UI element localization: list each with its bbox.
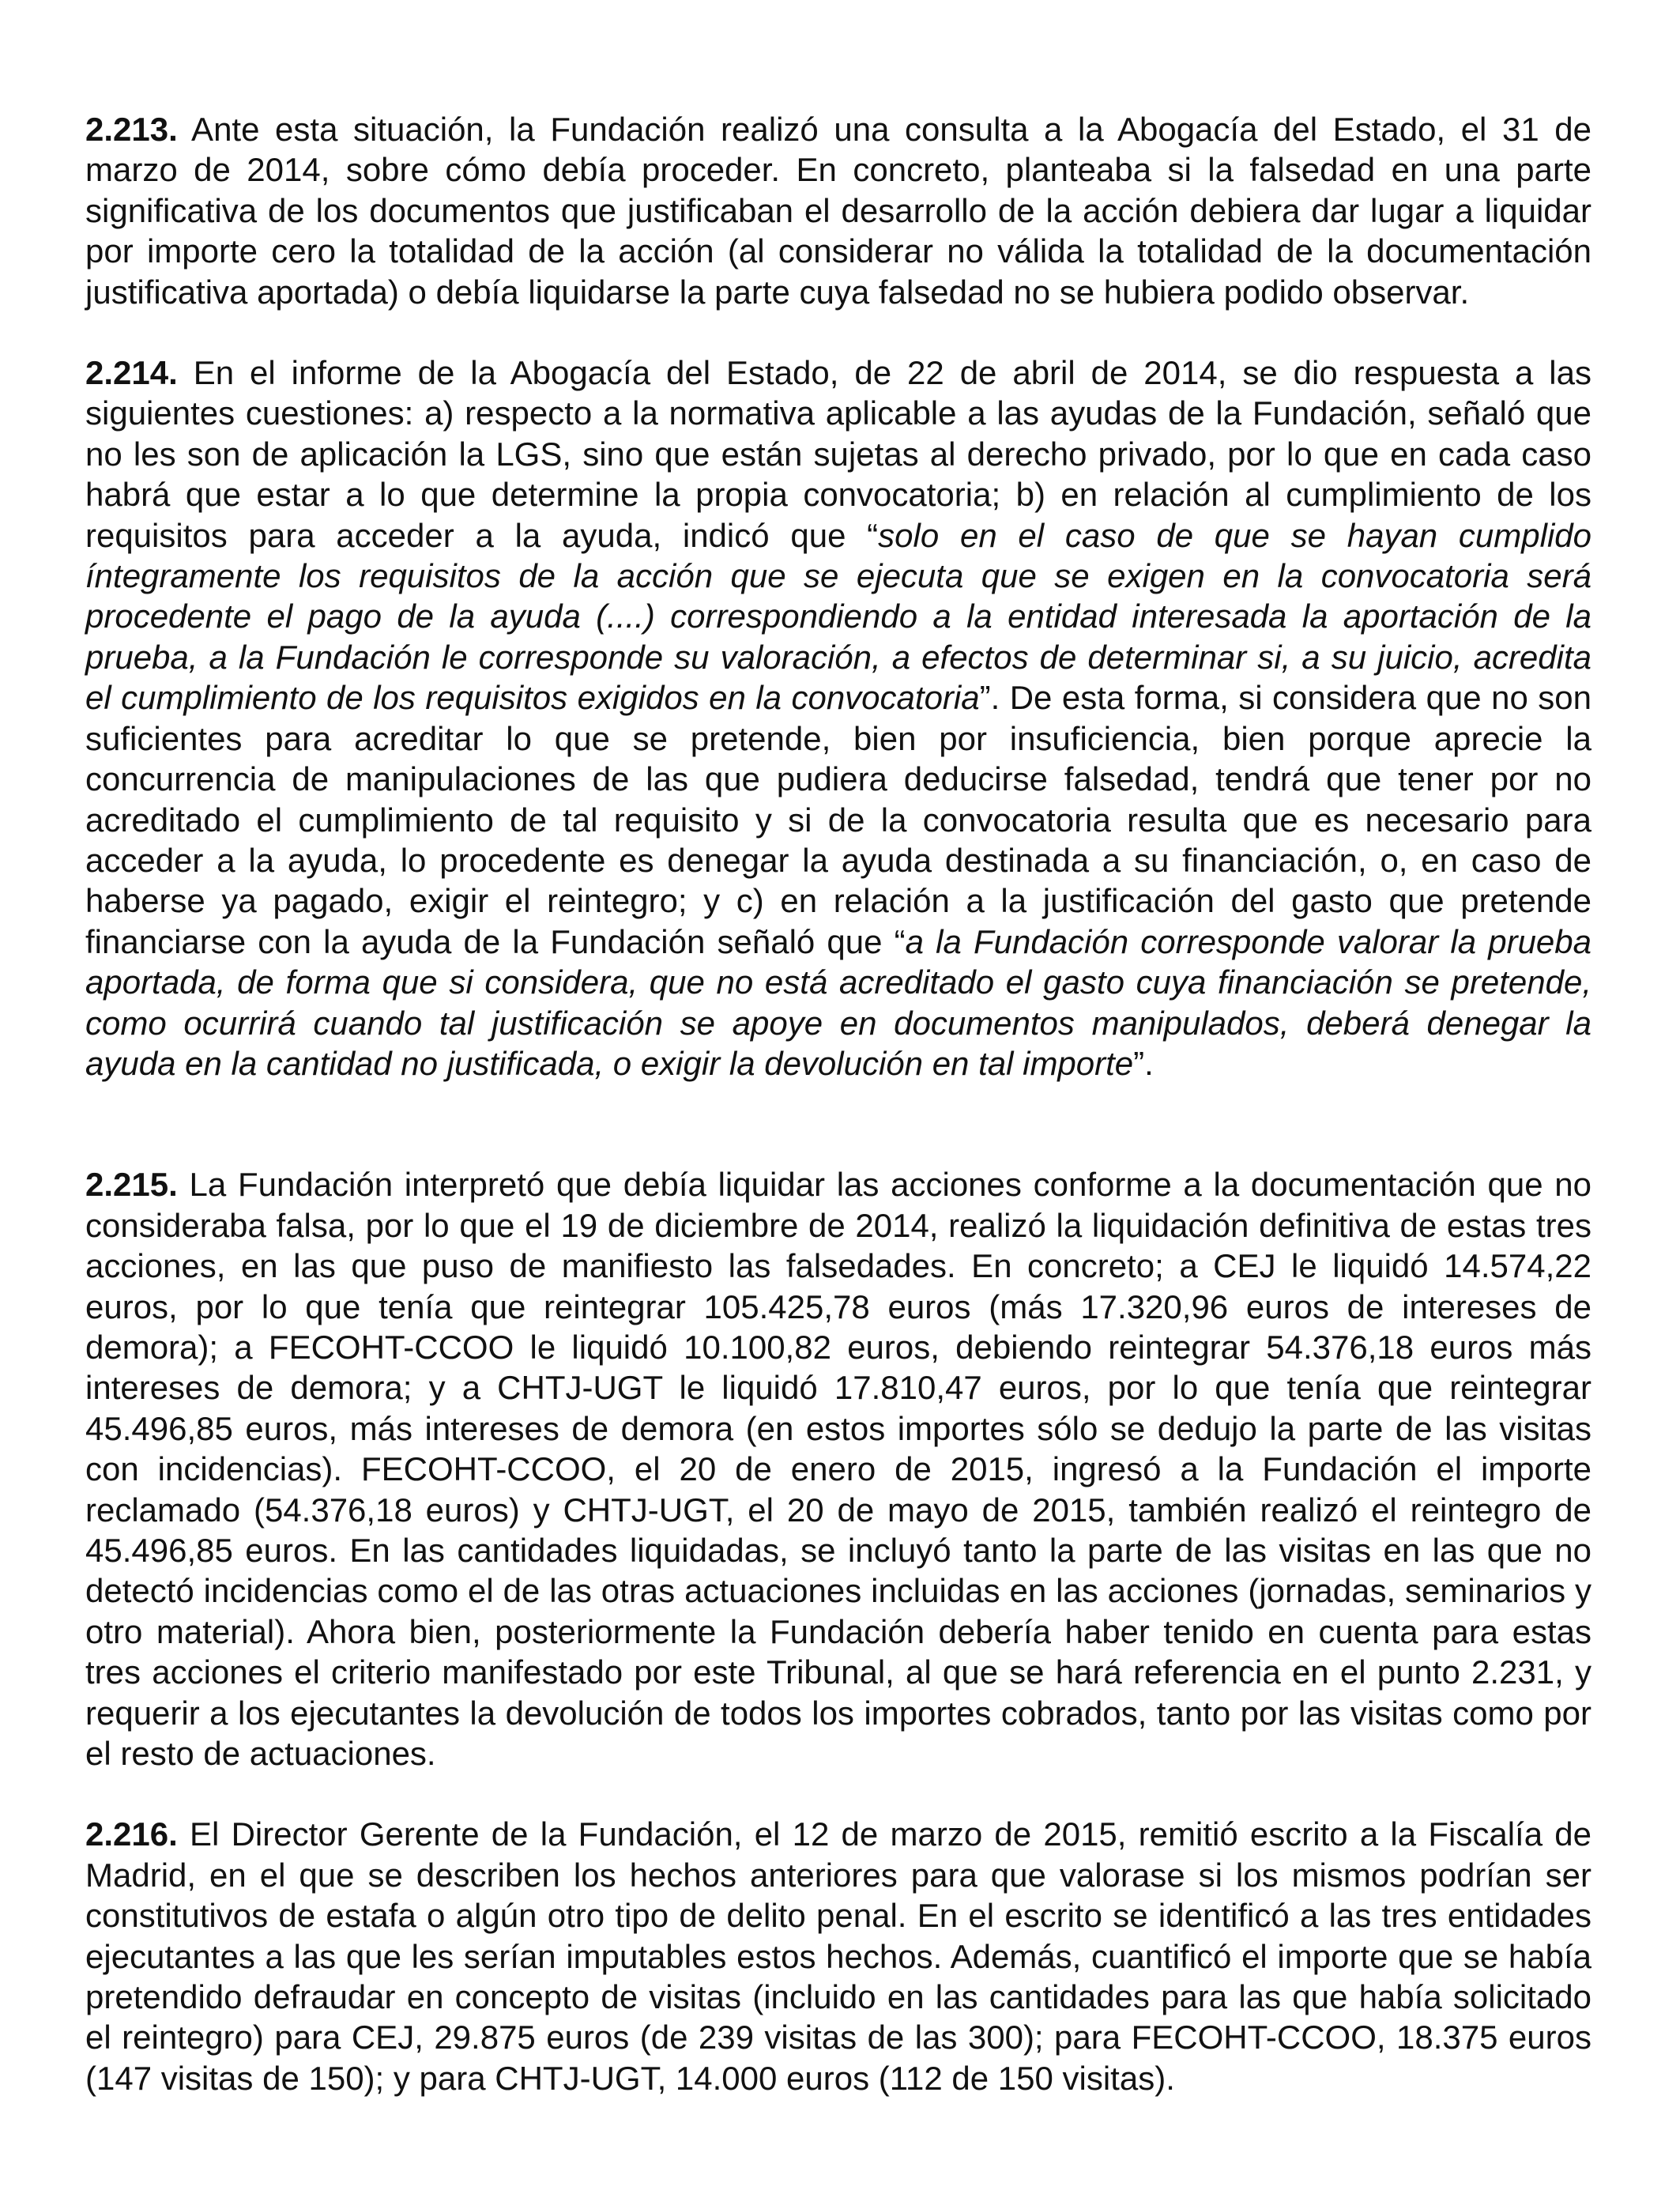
paragraph-2-216: [85, 1814, 1591, 2098]
paragraph-2-215: [85, 1164, 1591, 1774]
paragraph-text: La Fundación interpretó que debía liquidar las acciones conforme a la documentación que no consideraba falsa, por lo que el 19 de diciembre de 2014, realizó la liquidación definitiva de estas tres acciones, en las que puso de manifiesto las falsedades. En concreto; a CEJ le liquidó 14.574,22 euros, por lo que tenía que reintegrar 105.425,78 euros (más 17.320,96 euros de intereses de demora); a FECOHT-CCOO le liquidó 10.100,82 euros, debiendo reintegrar 54.376,18 euros más intereses de demora; y a CHTJ-UGT le liquidó 17.810,47 euros, por lo que tenía que reintegrar 45.496,85 euros, más intereses de demora (en estos importes sólo se dedujo la parte de las visitas con incidencias). FECOHT-CCOO, el 20 de enero de 2015, ingresó a la Fundación el importe reclamado (54.376,18 euros) y CHTJ-UGT, el 20 de mayo de 2015, también realizó el reintegro de 45.496,85 euros. En las cantidades liquidadas, se incluyó tanto la parte de las visitas en las que no detectó incidencias como el de las otras actuaciones incluidas en las acciones (jornadas, seminarios y otro material). Ahora bien, posteriormente la Fundación debería haber tenido en cuenta para estas tres acciones el criterio manifestado por este Tribunal, al que se hará referencia en el punto 2.231, y requerir a los ejecutantes la devolución de todos los importes cobrados, tanto por las visitas como por el resto de actuaciones.: [85, 1166, 1591, 1773]
paragraph-text: Ante esta situación, la Fundación realizó una consulta a la Abogacía del Estado, el 31 de marzo de 2014, sobre cómo debía proceder. En concreto, planteaba si la falsedad en una parte significativa de los documentos que justificaban el desarrollo de la acción debiera dar lugar a liquidar por importe cero la totalidad de la acción (al considerar no válida la totalidad de la documentación justificativa aportada) o debía liquidarse la parte cuya falsedad no se hubiera podido observar.: [85, 111, 1591, 311]
paragraph-number: 2.216.: [85, 1815, 178, 1853]
quoted-text: solo en el caso de que se hayan cumplido íntegramente los requisitos de la acción que se ejecuta que se exigen en la convocatoria será procedente el pago de la ayuda (....) correspondiendo a la entidad interesada la aportación de la prueba, a la Fundación le corresponde su valoración, a efectos de determinar si, a su juicio, acredita el cumplimiento de los requisitos exigidos en la convocatoria: [85, 516, 1591, 717]
paragraph-number: 2.214.: [85, 354, 178, 392]
quoted-text: a la Fundación corresponde valorar la prueba aportada, de forma que si considera, que no está acreditado el gasto cuya financiación se pretende, como ocurrirá cuando tal justificación se apoye en documentos manipulados, deberá denegar la ayuda en la cantidad no justificada, o exigir la devolución en tal importe: [85, 922, 1592, 1082]
document-page: [85, 109, 1591, 2139]
paragraph-text: ”. De esta forma, si considera que no son suficientes para acreditar lo que se pretende, bien por insuficiencia, bien porque aprecie la concurrencia de manipulaciones de las que pudiera deducirse falsedad, tendrá que tener por no acreditado el cumplimiento de tal requisito y si de la convocatoria resulta que es necesario para acceder a la ayuda, lo procedente es denegar la ayuda destinada a su financiación, o, en caso de haberse ya pagado, exigir el reintegro; y c) en relación a la justificación del gasto que pretende financiarse con la ayuda de la Fundación señaló que “: [85, 679, 1592, 960]
paragraph-number: 2.215.: [85, 1166, 178, 1204]
paragraph-text: El Director Gerente de la Fundación, el 12 de marzo de 2015, remitió escrito a la Fiscalía de Madrid, en el que se describen los hechos anteriores para que valorase si los mismos podrían ser constitutivos de estafa o algún otro tipo de delito penal. En el escrito se identificó a las tres entidades ejecutantes a las que les serían imputables estos hechos. Además, cuantificó el importe que se había pretendido defraudar en concepto de visitas (incluido en las cantidades para las que había solicitado el reintegro) para CEJ, 29.875 euros (de 239 visitas de las 300); para FECOHT-CCOO, 18.375 euros (147 visitas de 150); y para CHTJ-UGT, 14.000 euros (112 de 150 visitas).: [85, 1815, 1591, 2097]
paragraph-number: 2.213.: [85, 111, 178, 148]
paragraph-text: En el informe de la Abogacía del Estado, de 22 de abril de 2014, se dio respuesta a las siguientes cuestiones: a) respecto a la normativa aplicable a las ayudas de la Fundación, señaló que no les son de aplicación la LGS, sino que están sujetas al derecho privado, por lo que en cada caso habrá que estar a lo que determine la propia convocatoria; b) en relación al cumplimiento de los requisitos para acceder a la ayuda, indicó que “: [85, 354, 1591, 554]
paragraph-2-213: [85, 109, 1591, 312]
paragraph-text: ”.: [1133, 1044, 1154, 1082]
paragraph-2-214: [85, 352, 1591, 1084]
